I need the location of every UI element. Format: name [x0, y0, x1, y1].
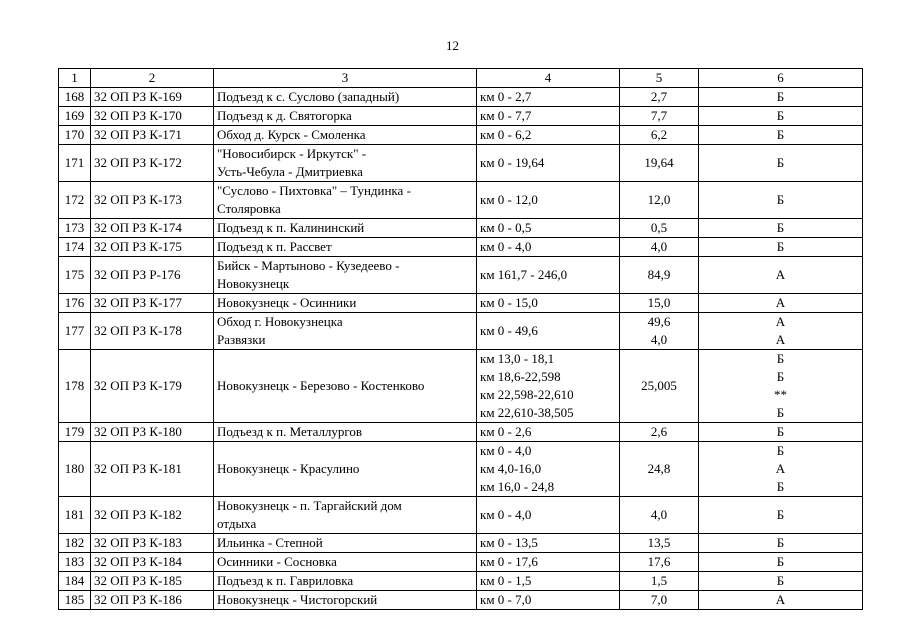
length-value: 1,5	[650, 573, 668, 588]
length-value: 7,7	[650, 108, 668, 123]
length-value: 19,64	[644, 155, 674, 170]
table-row	[59, 238, 863, 257]
road-name-cell	[214, 572, 477, 591]
length-value: 24,8	[647, 461, 671, 476]
road-name-cell	[214, 350, 477, 423]
length-cell	[620, 219, 699, 238]
road-name-cell	[214, 182, 477, 219]
km-range-cell	[477, 591, 620, 610]
length-value: 25,005	[641, 378, 677, 393]
table-row	[59, 126, 863, 145]
length-cell	[620, 257, 699, 294]
header-row	[59, 69, 863, 88]
road-name-line: Обход г. Новокузнецка	[217, 314, 343, 329]
km-range-line: км 0 - 4,0	[480, 239, 532, 254]
category-value: Б	[776, 127, 785, 142]
category-value: А	[775, 461, 786, 476]
road-code-cell: 32 ОП РЗ К-175	[91, 238, 214, 257]
row-number-cell: 179	[59, 423, 91, 442]
km-range-line: км 22,598-22,610	[480, 387, 574, 402]
road-name-cell	[214, 591, 477, 610]
road-name-cell	[214, 423, 477, 442]
length-cell	[620, 591, 699, 610]
category-value: Б	[776, 351, 785, 366]
km-range-cell	[477, 350, 620, 423]
road-code-cell: 32 ОП РЗ К-173	[91, 182, 214, 219]
length-value: 2,6	[650, 424, 668, 439]
km-range-line: км 0 - 17,6	[480, 554, 538, 569]
road-code-cell: 32 ОП РЗ К-181	[91, 442, 214, 497]
category-value: Б	[776, 535, 785, 550]
row-number-cell: 184	[59, 572, 91, 591]
category-value: Б	[776, 443, 785, 458]
road-code-cell: 32 ОП РЗ К-171	[91, 126, 214, 145]
road-code-cell: 32 ОП РЗ К-177	[91, 294, 214, 313]
category-value: А	[775, 332, 786, 347]
length-cell	[620, 294, 699, 313]
km-range-line: км 4,0-16,0	[480, 461, 542, 476]
length-value: 7,0	[650, 592, 668, 607]
row-number-cell: 173	[59, 219, 91, 238]
row-number-cell: 174	[59, 238, 91, 257]
road-name-line: Подъезд к п. Гавриловка	[217, 573, 354, 588]
road-name-line: Новокузнецк - Березово - Костенково	[217, 378, 425, 393]
length-cell	[620, 88, 699, 107]
table-row	[59, 145, 863, 182]
length-cell	[620, 107, 699, 126]
road-code-cell: 32 ОП РЗ К-169	[91, 88, 214, 107]
length-cell	[620, 350, 699, 423]
category-cell	[699, 182, 863, 219]
km-range-cell	[477, 107, 620, 126]
road-name-line: Осинники - Сосновка	[217, 554, 337, 569]
category-value: Б	[776, 192, 785, 207]
km-range-cell	[477, 182, 620, 219]
road-name-line: Развязки	[217, 332, 266, 347]
table-row	[59, 442, 863, 497]
row-number-cell: 178	[59, 350, 91, 423]
road-name-line: отдыха	[217, 516, 257, 531]
category-value: Б	[776, 369, 785, 384]
km-range-cell	[477, 553, 620, 572]
category-value: А	[775, 592, 786, 607]
road-code-cell: 32 ОП РЗ К-170	[91, 107, 214, 126]
km-range-cell	[477, 126, 620, 145]
km-range-line: км 0 - 4,0	[480, 443, 532, 458]
table-row	[59, 572, 863, 591]
km-range-line: км 0 - 2,6	[480, 424, 532, 439]
km-range-line: км 0 - 4,0	[480, 507, 532, 522]
header-cell-name: 3	[214, 69, 477, 88]
header-cell-code: 2	[91, 69, 214, 88]
km-range-line: км 161,7 - 246,0	[480, 267, 568, 282]
category-value: Б	[776, 479, 785, 494]
category-value: А	[775, 267, 786, 282]
category-value: Б	[776, 573, 785, 588]
road-code-cell: 32 ОП РЗ К-184	[91, 553, 214, 572]
km-range-line: км 0 - 6,2	[480, 127, 532, 142]
km-range-cell	[477, 423, 620, 442]
road-name-cell	[214, 88, 477, 107]
table-row	[59, 313, 863, 350]
page-number: 12	[446, 38, 459, 53]
road-name-line: Подъезд к п. Калининский	[217, 220, 365, 235]
road-code-cell: 32 ОП РЗ К-182	[91, 497, 214, 534]
category-value: Б	[776, 507, 785, 522]
road-name-cell	[214, 294, 477, 313]
table-row	[59, 107, 863, 126]
road-code-cell: 32 ОП РЗ К-185	[91, 572, 214, 591]
table-row	[59, 423, 863, 442]
category-value: А	[775, 314, 786, 329]
table-row	[59, 350, 863, 423]
length-value: 17,6	[647, 554, 671, 569]
length-cell	[620, 572, 699, 591]
length-cell	[620, 534, 699, 553]
category-cell	[699, 572, 863, 591]
road-name-cell	[214, 257, 477, 294]
category-cell	[699, 350, 863, 423]
road-name-cell	[214, 442, 477, 497]
km-range-line: км 0 - 49,6	[480, 323, 538, 338]
length-value: 4,0	[650, 332, 668, 347]
category-value: Б	[776, 424, 785, 439]
category-cell	[699, 126, 863, 145]
category-cell	[699, 88, 863, 107]
roads-table-body	[59, 69, 863, 610]
row-number-cell: 182	[59, 534, 91, 553]
length-cell	[620, 497, 699, 534]
row-number-cell: 181	[59, 497, 91, 534]
category-cell	[699, 238, 863, 257]
table-row	[59, 257, 863, 294]
km-range-cell	[477, 238, 620, 257]
km-range-line: км 0 - 12,0	[480, 192, 538, 207]
length-cell	[620, 423, 699, 442]
category-value: **	[774, 387, 787, 402]
category-cell	[699, 591, 863, 610]
category-cell	[699, 313, 863, 350]
road-name-cell	[214, 497, 477, 534]
road-code-cell: 32 ОП РЗ К-180	[91, 423, 214, 442]
row-number-cell: 183	[59, 553, 91, 572]
length-value: 12,0	[647, 192, 671, 207]
road-name-cell	[214, 145, 477, 182]
row-number-cell: 177	[59, 313, 91, 350]
road-name-line: Столяровка	[217, 201, 281, 216]
length-cell	[620, 126, 699, 145]
category-cell	[699, 145, 863, 182]
length-value: 2,7	[650, 89, 668, 104]
road-code-cell: 32 ОП РЗ Р-176	[91, 257, 214, 294]
km-range-line: км 16,0 - 24,8	[480, 479, 555, 494]
km-range-cell	[477, 497, 620, 534]
row-number-cell: 168	[59, 88, 91, 107]
length-cell	[620, 442, 699, 497]
road-name-line: Новокузнецк - Чистогорский	[217, 592, 378, 607]
category-value: А	[775, 295, 786, 310]
km-range-cell	[477, 534, 620, 553]
length-cell	[620, 553, 699, 572]
table-row	[59, 591, 863, 610]
category-cell	[699, 553, 863, 572]
table-row	[59, 294, 863, 313]
category-cell	[699, 497, 863, 534]
road-code-cell: 32 ОП РЗ К-183	[91, 534, 214, 553]
length-value: 0,5	[650, 220, 668, 235]
km-range-line: км 13,0 - 18,1	[480, 351, 555, 366]
km-range-cell	[477, 145, 620, 182]
road-name-cell	[214, 126, 477, 145]
category-cell	[699, 257, 863, 294]
km-range-cell	[477, 294, 620, 313]
row-number-cell: 176	[59, 294, 91, 313]
km-range-line: км 0 - 19,64	[480, 155, 545, 170]
road-name-line: Подъезд к п. Рассвет	[217, 239, 332, 254]
category-cell	[699, 442, 863, 497]
row-number-cell: 169	[59, 107, 91, 126]
road-code-cell: 32 ОП РЗ К-178	[91, 313, 214, 350]
km-range-cell	[477, 88, 620, 107]
category-value: Б	[776, 405, 785, 420]
km-range-line: км 0 - 2,7	[480, 89, 532, 104]
row-number-cell: 185	[59, 591, 91, 610]
road-name-line: Усть-Чебула - Дмитриевка	[217, 164, 363, 179]
km-range-line: км 0 - 0,5	[480, 220, 532, 235]
table-row	[59, 182, 863, 219]
km-range-cell	[477, 257, 620, 294]
road-name-line: Новокузнецк	[217, 276, 290, 291]
row-number-cell: 171	[59, 145, 91, 182]
road-name-cell	[214, 534, 477, 553]
length-cell	[620, 313, 699, 350]
road-name-line: "Суслово - Пихтовка" – Тундинка -	[217, 183, 411, 198]
road-code-cell: 32 ОП РЗ К-174	[91, 219, 214, 238]
road-name-line: "Новосибирск - Иркутск" -	[217, 146, 367, 161]
road-name-line: Подъезд к д. Святогорка	[217, 108, 352, 123]
road-name-line: Новокузнецк - Красулино	[217, 461, 360, 476]
row-number-cell: 172	[59, 182, 91, 219]
category-cell	[699, 423, 863, 442]
km-range-cell	[477, 572, 620, 591]
road-name-cell	[214, 313, 477, 350]
km-range-cell	[477, 219, 620, 238]
length-cell	[620, 238, 699, 257]
length-value: 6,2	[650, 127, 668, 142]
km-range-cell	[477, 313, 620, 350]
km-range-line: км 22,610-38,505	[480, 405, 574, 420]
category-cell	[699, 294, 863, 313]
road-name-line: Подъезд к п. Металлургов	[217, 424, 363, 439]
table-row	[59, 88, 863, 107]
category-value: Б	[776, 220, 785, 235]
km-range-line: км 18,6-22,598	[480, 369, 561, 384]
category-value: Б	[776, 554, 785, 569]
length-cell	[620, 182, 699, 219]
km-range-line: км 0 - 1,5	[480, 573, 532, 588]
header-cell-number: 1	[59, 69, 91, 88]
category-value: Б	[776, 108, 785, 123]
category-cell	[699, 534, 863, 553]
road-name-line: Подъезд к с. Суслово (западный)	[217, 89, 400, 104]
length-cell	[620, 145, 699, 182]
road-name-line: Ильинка - Степной	[217, 535, 323, 550]
header-cell-category: 6	[699, 69, 863, 88]
table-row	[59, 553, 863, 572]
km-range-line: км 0 - 13,5	[480, 535, 538, 550]
table-row	[59, 497, 863, 534]
header-cell-length: 5	[620, 69, 699, 88]
road-name-cell	[214, 219, 477, 238]
row-number-cell: 180	[59, 442, 91, 497]
road-code-cell: 32 ОП РЗ К-179	[91, 350, 214, 423]
category-value: Б	[776, 155, 785, 170]
header-cell-km: 4	[477, 69, 620, 88]
category-value: Б	[776, 89, 785, 104]
km-range-cell	[477, 442, 620, 497]
table-row	[59, 534, 863, 553]
road-name-cell	[214, 107, 477, 126]
road-code-cell: 32 ОП РЗ К-172	[91, 145, 214, 182]
category-cell	[699, 107, 863, 126]
road-name-line: Новокузнецк - п. Таргайский дом	[217, 498, 402, 513]
length-value: 4,0	[650, 239, 668, 254]
road-name-line: Бийск - Мартыново - Кузедеево -	[217, 258, 400, 273]
road-name-line: Обход д. Курск - Смоленка	[217, 127, 366, 142]
km-range-line: км 0 - 7,0	[480, 592, 532, 607]
roads-table	[58, 68, 863, 610]
row-number-cell: 170	[59, 126, 91, 145]
road-name-line: Новокузнецк - Осинники	[217, 295, 357, 310]
road-name-cell	[214, 553, 477, 572]
length-value: 84,9	[647, 267, 671, 282]
km-range-line: км 0 - 7,7	[480, 108, 532, 123]
km-range-line: км 0 - 15,0	[480, 295, 538, 310]
category-cell	[699, 219, 863, 238]
category-value: Б	[776, 239, 785, 254]
row-number-cell: 175	[59, 257, 91, 294]
table-row	[59, 219, 863, 238]
length-value: 49,6	[647, 314, 671, 329]
length-value: 15,0	[647, 295, 671, 310]
length-value: 4,0	[650, 507, 668, 522]
road-name-cell	[214, 238, 477, 257]
length-value: 13,5	[647, 535, 671, 550]
road-code-cell: 32 ОП РЗ К-186	[91, 591, 214, 610]
